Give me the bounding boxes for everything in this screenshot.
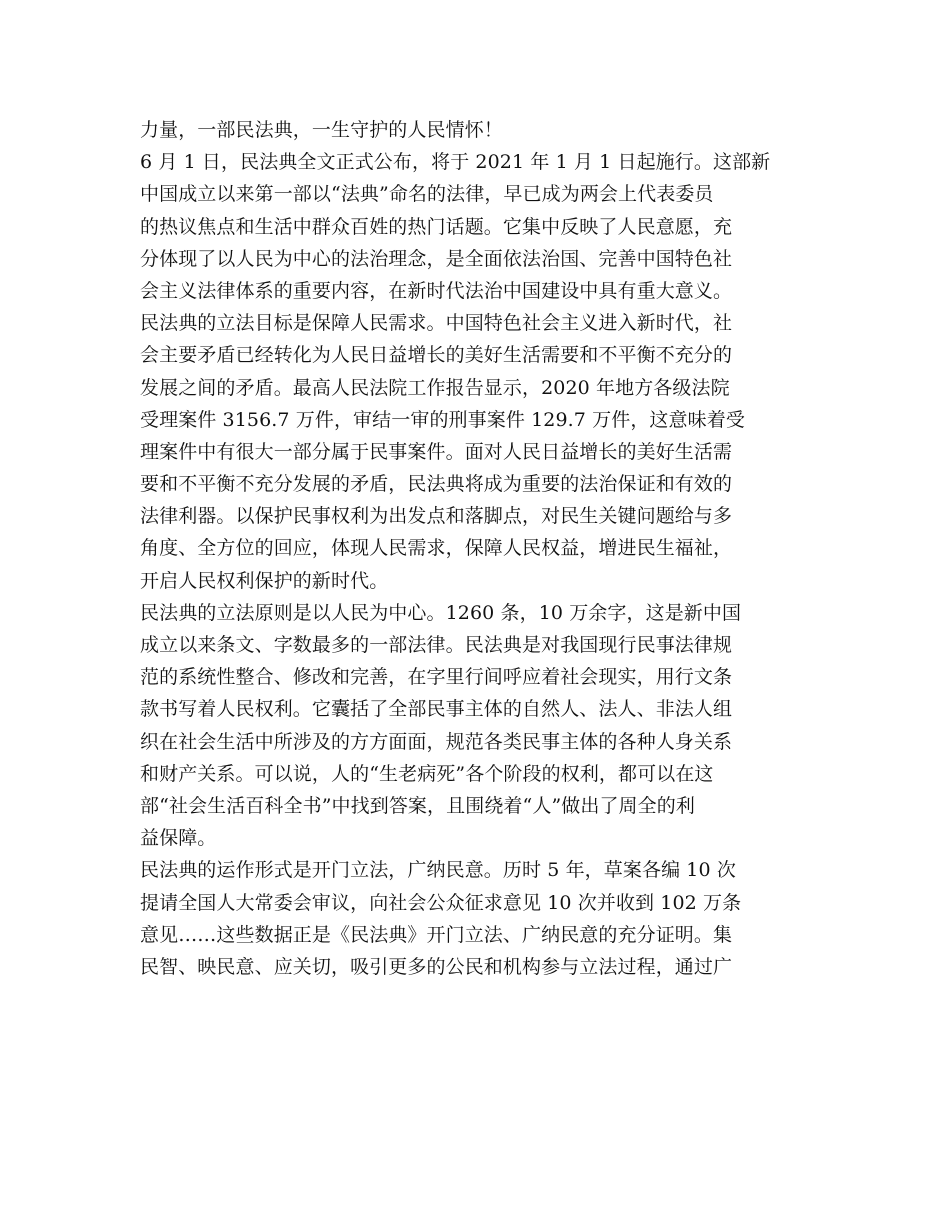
text-line: 织在社会生活中所涉及的方方面面，规范各类民事主体的各种人身关系 bbox=[140, 730, 733, 753]
body-text bbox=[140, 114, 840, 983]
text-line: 部“社会生活百科全书”中找到答案，且围绕着“人”做出了周全的利 bbox=[140, 794, 695, 817]
text-line: 款书写着人民权利。它囊括了全部民事主体的自然人、法人、非法人组 bbox=[140, 698, 733, 721]
text-line: 开启人民权利保护的新时代。 bbox=[140, 569, 389, 592]
text-line: 民法典的立法目标是保障人民需求。中国特色社会主义进入新时代，社 bbox=[140, 312, 733, 335]
text-line: 民法典的立法原则是以人民为中心。1260 条，10 万余字，这是新中国 bbox=[140, 601, 742, 624]
text-line: 受理案件 3156.7 万件，审结一审的刑事案件 129.7 万件，这意味着受 bbox=[140, 408, 745, 431]
text-line: 力量，一部民法典，一生守护的人民情怀！ bbox=[140, 119, 503, 141]
text-line: 益保障。 bbox=[140, 827, 217, 850]
text-line: 意见……这些数据正是《民法典》开门立法、广纳民意的充分证明。集 bbox=[140, 923, 733, 946]
text-line: 理案件中有很大一部分属于民事案件。面对人民日益增长的美好生活需 bbox=[140, 440, 733, 463]
text-line: 的热议焦点和生活中群众百姓的热门话题。它集中反映了人民意愿，充 bbox=[140, 215, 733, 238]
text-line: 提请全国人大常委会审议，向社会公众征求意见 10 次并收到 102 万条 bbox=[140, 891, 742, 914]
text-line: 分体现了以人民为中心的法治理念，是全面依法治国、完善中国特色社 bbox=[140, 247, 733, 270]
text-line: 中国成立以来第一部以“法典”命名的法律，早已成为两会上代表委员 bbox=[140, 183, 714, 206]
text-line: 民法典的运作形式是开门立法，广纳民意。历时 5 年，草案各编 10 次 bbox=[140, 859, 736, 882]
text-line: 会主义法律体系的重要内容，在新时代法治中国建设中具有重大意义。 bbox=[140, 279, 733, 302]
text-line: 6 月 1 日，民法典全文正式公布，将于 2021 年 1 月 1 日起施行。这部新 bbox=[140, 151, 771, 174]
text-line: 会主要矛盾已经转化为人民日益增长的美好生活需要和不平衡不充分的 bbox=[140, 344, 733, 367]
text-line: 和财产关系。可以说，人的“生老病死”各个阶段的权利，都可以在这 bbox=[140, 762, 714, 785]
text-line: 民智、映民意、应关切，吸引更多的公民和机构参与立法过程，通过广 bbox=[140, 955, 733, 978]
text-line: 角度、全方位的回应，体现人民需求，保障人民权益，增进民生福祉， bbox=[140, 537, 733, 560]
text-line: 范的系统性整合、修改和完善，在字里行间呼应着社会现实，用行文条 bbox=[140, 666, 733, 689]
text-line: 法律利器。以保护民事权利为出发点和落脚点，对民生关键问题给与多 bbox=[140, 505, 733, 528]
text-line: 成立以来条文、字数最多的一部法律。民法典是对我国现行民事法律规 bbox=[140, 634, 733, 656]
text-line: 要和不平衡不充分发展的矛盾，民法典将成为重要的法治保证和有效的 bbox=[140, 473, 733, 496]
text-line: 发展之间的矛盾。最高人民法院工作报告显示，2020 年地方各级法院 bbox=[140, 376, 730, 399]
